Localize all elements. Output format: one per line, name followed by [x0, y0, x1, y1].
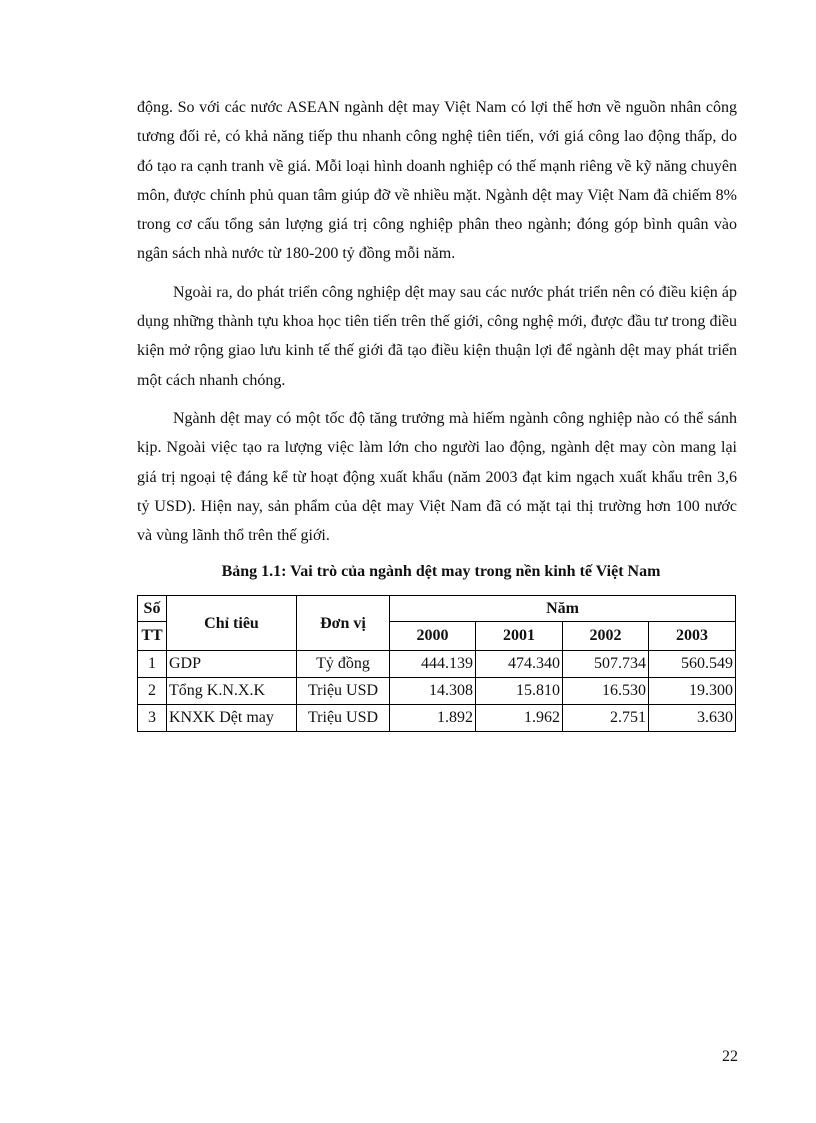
header-stt-bottom: TT — [138, 622, 167, 651]
header-year-group: Năm — [390, 596, 736, 622]
header-year: 2003 — [649, 622, 736, 651]
table-row — [138, 651, 736, 678]
cell-stt: 1 — [138, 651, 167, 678]
paragraph-1: động. So với các nước ASEAN ngành dệt may Việt Nam có lợi thế hơn về nguồn nhân công tương đối rẻ, có khả năng tiếp thu nhanh công nghệ tiên tiến, với giá công lao động thấp, do đó tạo ra cạnh tranh về giá. Mỗi loại hình doanh nghiệp có thế mạnh riêng về kỹ năng chuyên môn, được chính phủ quan tâm giúp đỡ về nhiều mặt. Ngành dệt may Việt Nam đã chiếm 8% trong cơ cấu tổng sản lượng giá trị công nghiệp phân theo ngành; đóng góp bình quân vào ngân sách nhà nước từ 180-200 tỷ đồng mỗi năm. — [137, 99, 737, 263]
paragraph-3: Ngành dệt may có một tốc độ tăng trưởng mà hiếm ngành công nghiệp nào có thể sánh kịp. Ngoài việc tạo ra lượng việc làm lớn cho người lao động, ngành dệt may còn mang lại giá trị ngoại tệ đáng kể từ hoạt động xuất khẩu (năm 2003 đạt kim ngạch xuất khẩu trên 3,6 tỷ USD). Hiện nay, sản phẩm của dệt may Việt Nam đã có mặt tại thị trường hơn 100 nước và vùng lãnh thổ trên thế giới. — [137, 409, 737, 545]
cell-value: 1.962 — [476, 705, 563, 732]
cell-unit: Tỷ đồng — [297, 651, 390, 678]
cell-value: 14.308 — [390, 678, 476, 705]
cell-indicator: GDP — [167, 651, 297, 678]
cell-value: 444.139 — [390, 651, 476, 678]
cell-stt: 2 — [138, 678, 167, 705]
header-stt-top: Số — [138, 596, 167, 622]
cell-value: 19.300 — [649, 678, 736, 705]
cell-value: 16.530 — [563, 678, 649, 705]
cell-value: 507.734 — [563, 651, 649, 678]
cell-value: 1.892 — [390, 705, 476, 732]
page-number: 22 — [722, 1048, 738, 1065]
cell-unit: Triệu USD — [297, 705, 390, 732]
table-row — [138, 678, 736, 705]
cell-value: 2.751 — [563, 705, 649, 732]
document-page — [137, 93, 737, 732]
cell-value: 560.549 — [649, 651, 736, 678]
header-year: 2000 — [390, 622, 476, 651]
cell-unit: Triệu USD — [297, 678, 390, 705]
data-table — [137, 595, 736, 732]
header-year: 2002 — [563, 622, 649, 651]
header-unit: Đơn vị — [297, 596, 390, 651]
table-row — [138, 705, 736, 732]
paragraph-2: Ngoài ra, do phát triển công nghiệp dệt may sau các nước phát triển nên có điều kiện áp dụng những thành tựu khoa học tiên tiến trên thế giới, công nghệ mới, được đầu tư trong điều kiện mở rộng giao lưu kinh tế thế giới đã tạo điều kiện thuận lợi để ngành dệt may phát triển một cách nhanh chóng. — [137, 283, 737, 389]
cell-indicator: KNXK Dệt may — [167, 705, 297, 732]
cell-value: 3.630 — [649, 705, 736, 732]
table-header-row — [138, 596, 736, 622]
cell-stt: 3 — [138, 705, 167, 732]
cell-value: 474.340 — [476, 651, 563, 678]
cell-value: 15.810 — [476, 678, 563, 705]
table-caption: Bảng 1.1: Vai trò của ngành dệt may trong nền kinh tế Việt Nam — [221, 563, 661, 581]
header-year: 2001 — [476, 622, 563, 651]
cell-indicator: Tổng K.N.X.K — [167, 678, 297, 705]
header-indicator: Chỉ tiêu — [167, 596, 297, 651]
